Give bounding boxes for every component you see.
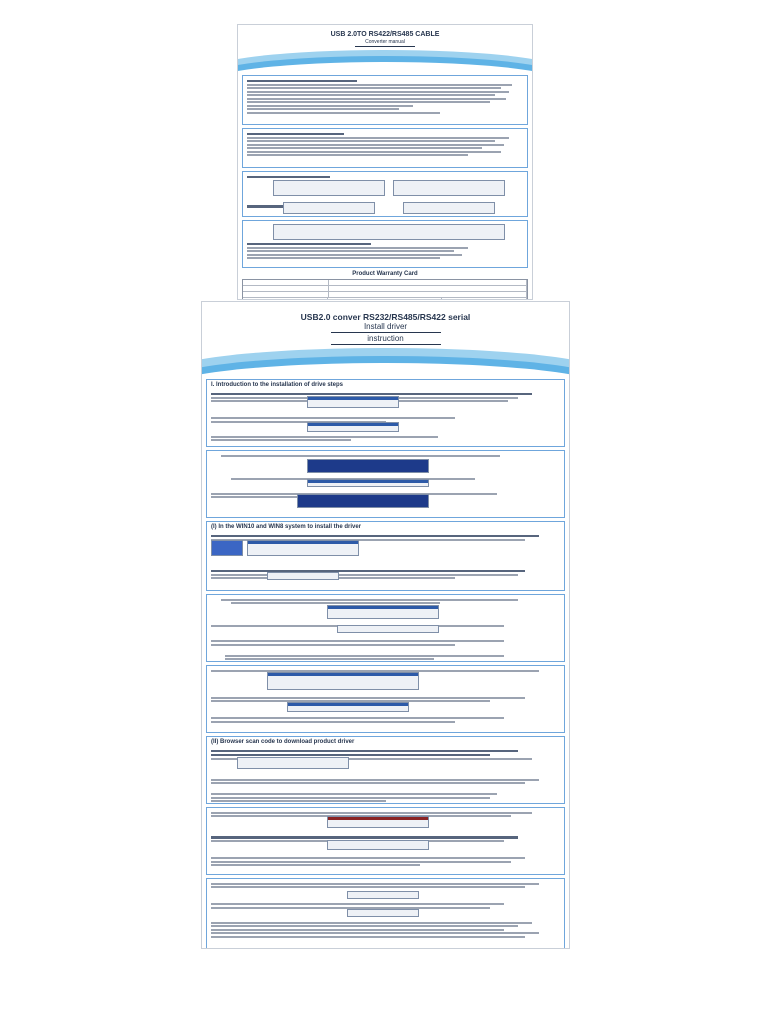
screenshot: [307, 459, 429, 473]
screenshot: [247, 540, 359, 556]
wiring-table: [273, 180, 385, 196]
header-wave: [238, 48, 532, 72]
manual-section-wiring-diagram: [242, 171, 528, 217]
title-underline: [355, 46, 415, 47]
install-subtitle-line1: Install driver: [363, 322, 408, 331]
screenshot: [237, 757, 349, 769]
install-step-block-3: [206, 521, 565, 591]
screenshot: [307, 479, 429, 487]
screenshot: [267, 572, 339, 580]
manual-section-parameters: [242, 128, 528, 168]
install-step-block-1: [206, 379, 565, 447]
screenshot: [307, 422, 399, 432]
install-step-block-4: [206, 594, 565, 662]
converter-manual-sheet: [237, 24, 533, 300]
install-subtitle-line2: instruction: [367, 334, 404, 343]
screenshot: [297, 494, 429, 508]
section-heading: I. Introduction to the installation of drive steps: [211, 382, 344, 388]
screenshot: [287, 702, 409, 712]
subtitle-rule: [331, 332, 441, 333]
install-step-block-6: [206, 736, 565, 804]
warranty-card-table: [242, 279, 528, 300]
manual-section-troubleshooting: [242, 220, 528, 268]
install-driver-sheet: [201, 301, 570, 949]
screenshot: [267, 672, 419, 690]
install-title: USB2.0 conver RS232/RS485/RS422 serial: [300, 312, 471, 322]
warranty-card-title: Product Warranty Card: [352, 271, 418, 277]
section-heading: (I) In the WIN10 and WIN8 system to install the driver: [211, 524, 362, 530]
screenshot: [327, 840, 429, 850]
connection-diagram: [283, 202, 375, 214]
screenshot: [327, 816, 429, 828]
subtitle-rule: [331, 344, 441, 345]
install-step-block-2: [206, 450, 565, 518]
section-heading: (II) Browser scan code to download product driver: [211, 739, 355, 745]
wiring-table: [393, 180, 505, 196]
screenshot: [307, 396, 399, 408]
install-step-block-5: [206, 665, 565, 733]
connection-diagram: [403, 202, 495, 214]
install-step-block-7: [206, 807, 565, 875]
screenshot: [347, 909, 419, 917]
header-wave: [202, 346, 569, 376]
manual-section-intro: [242, 75, 528, 125]
screenshot: [347, 891, 419, 899]
manual-subtitle: Converter manual: [365, 39, 405, 45]
manual-title: USB 2.0TO RS422/RS485 CABLE: [330, 31, 440, 38]
screenshot: [337, 625, 439, 633]
install-step-block-8: [206, 878, 565, 949]
screenshot: [327, 605, 439, 619]
connection-diagram: [273, 224, 505, 240]
screenshot: [211, 540, 243, 556]
